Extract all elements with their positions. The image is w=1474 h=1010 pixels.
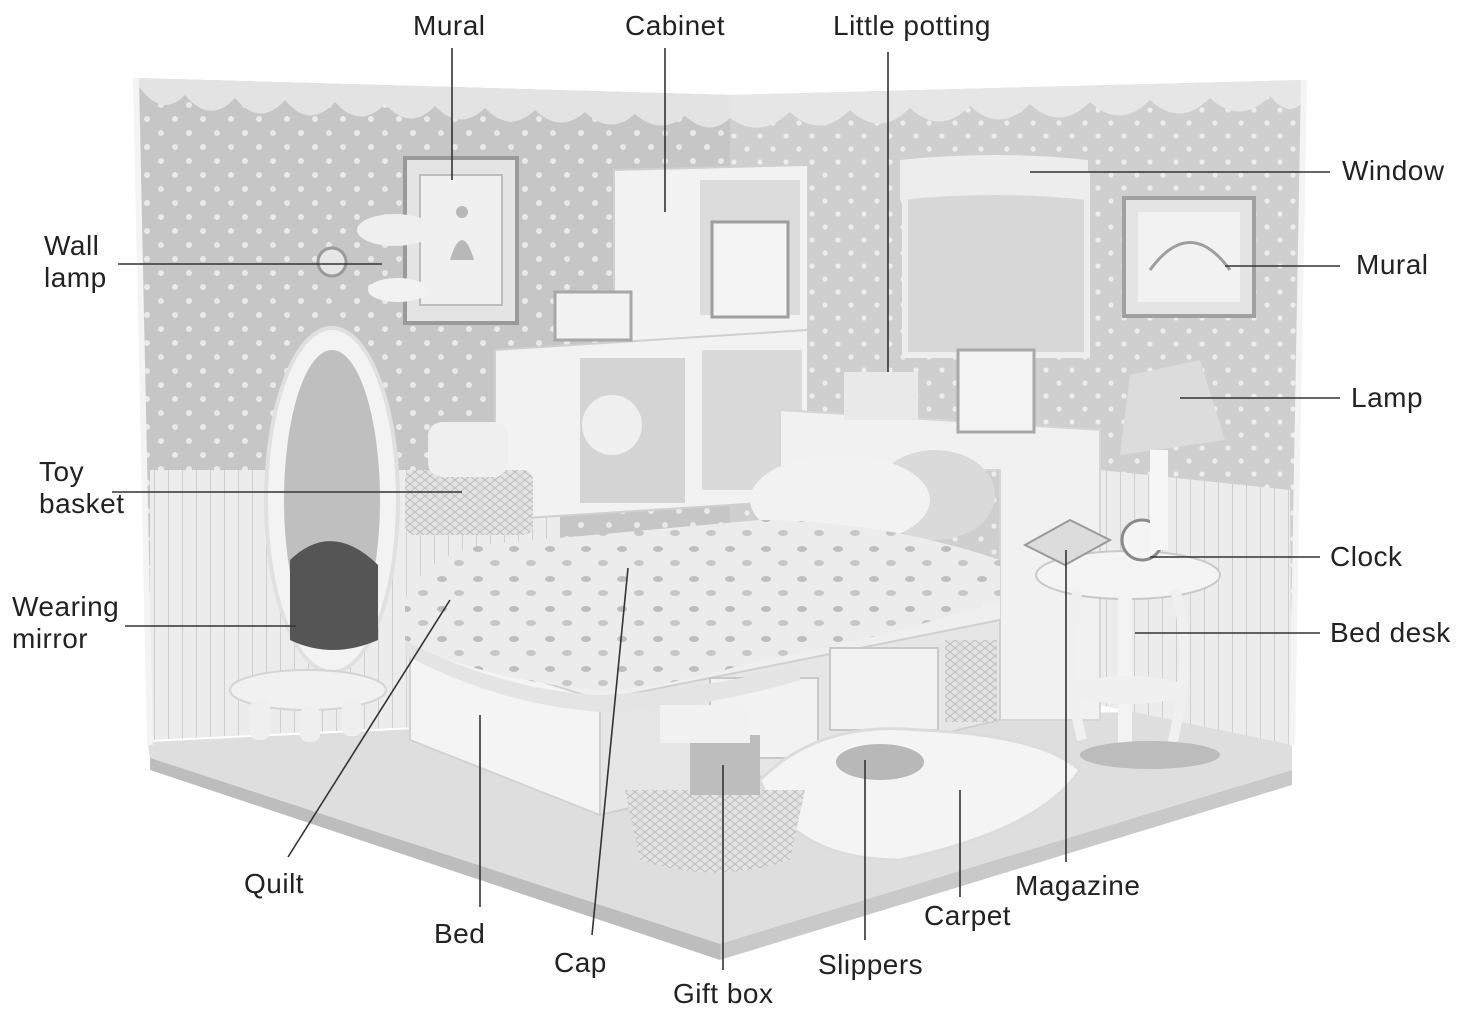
gift-box-basket bbox=[625, 790, 805, 873]
label-gift-box: Gift box bbox=[673, 978, 774, 1009]
label-toy-basket bbox=[39, 456, 125, 520]
label-toy-basket-line1: Toy bbox=[39, 456, 85, 487]
label-cap: Cap bbox=[554, 947, 607, 978]
label-wearing-mirror bbox=[12, 591, 119, 655]
label-wall-lamp bbox=[44, 230, 107, 294]
label-wall-lamp-line1: Wall bbox=[44, 230, 100, 261]
label-slippers: Slippers bbox=[818, 949, 924, 980]
window-frame bbox=[905, 175, 1087, 355]
label-bed-desk: Bed desk bbox=[1330, 617, 1451, 648]
label-wall-lamp-line2: lamp bbox=[44, 262, 107, 293]
label-toy-basket-line2: basket bbox=[39, 488, 125, 519]
label-lamp: Lamp bbox=[1351, 382, 1424, 413]
label-magazine: Magazine bbox=[1015, 870, 1141, 901]
label-mural-right: Mural bbox=[1356, 249, 1429, 280]
label-clock: Clock bbox=[1330, 541, 1403, 572]
label-mural-left: Mural bbox=[413, 10, 486, 41]
label-carpet: Carpet bbox=[924, 900, 1012, 931]
label-wearing-mirror-line2: mirror bbox=[12, 623, 89, 654]
label-bed: Bed bbox=[434, 918, 486, 949]
toy-basket bbox=[405, 470, 533, 535]
label-quilt: Quilt bbox=[244, 868, 305, 899]
label-window: Window bbox=[1342, 155, 1445, 186]
label-cabinet: Cabinet bbox=[625, 10, 726, 41]
wall-lamp-base bbox=[318, 248, 346, 276]
label-wearing-mirror-line1: Wearing bbox=[12, 591, 120, 622]
label-little-potting: Little potting bbox=[833, 10, 991, 41]
